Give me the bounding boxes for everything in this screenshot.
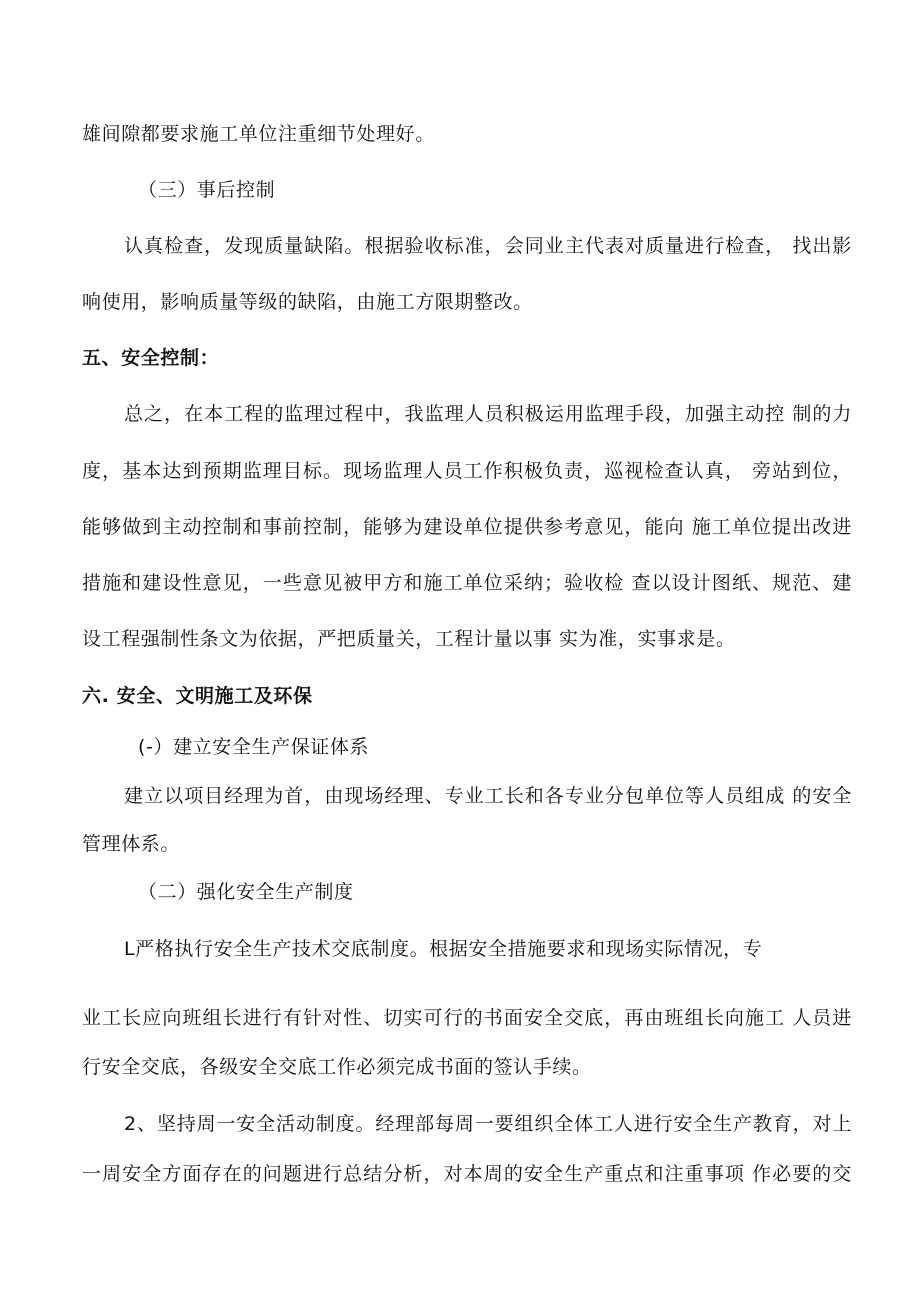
subheading: (-）建立安全生产保证体系 <box>138 736 370 758</box>
text-line: 设工程强制性条文为依据，严把质量关，工程计量以事 实为准，实事求是。 <box>82 628 736 650</box>
text-line: 度，基本达到预期监理目标。现场监理人员工作积极负责，巡视检查认真， 旁站到位， <box>82 460 852 482</box>
text-line: 一周安全方面存在的问题进行总结分析，对本周的安全生产重点和注重事项 作必要的交 <box>82 1163 852 1185</box>
text-line: 能够做到主动控制和事前控制，能够为建设单位提供参考意见，能向 施工单位提出改进 <box>82 516 852 538</box>
text-line: 响使用，影响质量等级的缺陷，由施工方限期整改。 <box>82 291 533 313</box>
text-line: L严格执行安全生产技术交底制度。根据安全措施要求和现场实际情况，专 <box>124 938 763 960</box>
subheading: （二）强化安全生产制度 <box>138 881 354 903</box>
text-line: 雄间隙都要求施工单位注重细节处理好。 <box>82 123 435 145</box>
section-heading: 五、安全控制： <box>82 347 220 369</box>
text-line: 总之，在本工程的监理过程中，我监理人员积极运用监理手段，加强主动控 制的力 <box>124 403 852 425</box>
text-line: 建立以项目经理为首，由现场经理、专业工长和各专业分包单位等人员组成 的安全 <box>124 785 852 807</box>
section-heading: 六. 安全、文明施工及环保 <box>82 685 313 707</box>
text-line: 2、坚持周一安全活动制度。经理部每周一要组织全体工人进行安全生产教育，对上 <box>124 1113 852 1135</box>
text-line: 措施和建设性意见，一些意见被甲方和施工单位采纳；验收检 查以设计图纸、规范、建 <box>82 572 852 594</box>
text-line: 认真检查，发现质量缺陷。根据验收标准，会同业主代表对质量进行检查， 找出影 <box>124 235 852 257</box>
text-line: 管理体系。 <box>82 833 181 855</box>
text-line: 行安全交底，各级安全交底工作必须完成书面的签认手续。 <box>82 1056 592 1078</box>
text-line: 业工长应向班组长进行有针对性、切实可行的书面安全交底，再由班组长向施工 人员进 <box>82 1007 852 1029</box>
subheading: （三）事后控制 <box>138 179 276 201</box>
